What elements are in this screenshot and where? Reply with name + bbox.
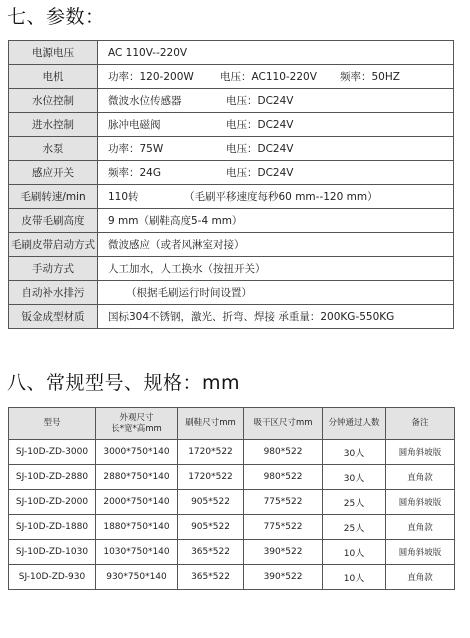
section-title-parameters: 七、参数： xyxy=(7,6,105,28)
note-cell: 圆角斜坡版 xyxy=(386,540,455,565)
brush-size-cell: 1720*522 xyxy=(178,465,244,490)
section-title-models: 八、常规型号、规格：mm xyxy=(7,372,241,394)
param-value xyxy=(98,281,454,305)
brush-size-cell: 905*522 xyxy=(178,515,244,540)
param-value-part: 电压：DC24V xyxy=(226,95,294,107)
outer-size-cell: 1030*750*140 xyxy=(96,540,178,565)
param-row xyxy=(9,41,454,65)
param-label: 自动补水排污 xyxy=(9,281,98,305)
param-value xyxy=(98,65,454,89)
param-row xyxy=(9,185,454,209)
param-label: 皮带毛刷高度 xyxy=(9,209,98,233)
throughput-cell: 30人 xyxy=(323,440,386,465)
outer-size-cell: 1880*750*140 xyxy=(96,515,178,540)
param-value xyxy=(98,185,454,209)
param-value-part: 频率：50HZ xyxy=(340,71,400,83)
param-row xyxy=(9,281,454,305)
param-value-part: 功率：120-200W xyxy=(108,71,194,83)
brush-size-cell: 1720*522 xyxy=(178,440,244,465)
param-row xyxy=(9,305,454,329)
param-value xyxy=(98,137,454,161)
header-throughput: 分钟通过人数 xyxy=(323,408,386,440)
model-row xyxy=(9,540,455,565)
dry-zone-size-cell: 775*522 xyxy=(244,490,323,515)
outer-size-cell: 930*750*140 xyxy=(96,565,178,590)
dry-zone-size-cell: 390*522 xyxy=(244,540,323,565)
models-table xyxy=(8,407,455,590)
throughput-cell: 10人 xyxy=(323,540,386,565)
dry-zone-size-cell: 390*522 xyxy=(244,565,323,590)
note-cell: 直角款 xyxy=(386,515,455,540)
brush-size-cell: 365*522 xyxy=(178,565,244,590)
param-value xyxy=(98,305,454,329)
model-name-cell: SJ-10D-ZD-2000 xyxy=(9,490,96,515)
model-row xyxy=(9,490,455,515)
param-label: 毛刷转速/min xyxy=(9,185,98,209)
model-name-cell: SJ-10D-ZD-1880 xyxy=(9,515,96,540)
note-cell: 圆角斜坡版 xyxy=(386,490,455,515)
brush-size-cell: 905*522 xyxy=(178,490,244,515)
param-label: 手动方式 xyxy=(9,257,98,281)
param-row xyxy=(9,89,454,113)
param-row xyxy=(9,233,454,257)
outer-size-cell: 2880*750*140 xyxy=(96,465,178,490)
note-cell: 圆角斜坡版 xyxy=(386,440,455,465)
param-row xyxy=(9,137,454,161)
param-label: 电源电压 xyxy=(9,41,98,65)
param-label: 电机 xyxy=(9,65,98,89)
param-value-part: （根据毛刷运行时间设置） xyxy=(126,287,252,299)
model-row xyxy=(9,465,455,490)
model-name-cell: SJ-10D-ZD-3000 xyxy=(9,440,96,465)
param-label: 感应开关 xyxy=(9,161,98,185)
param-value-part: 国标304不锈钢，激光、折弯、焊接 承重量：200KG-550KG xyxy=(108,311,395,323)
model-name-cell: SJ-10D-ZD-1030 xyxy=(9,540,96,565)
model-name-cell: SJ-10D-ZD-930 xyxy=(9,565,96,590)
throughput-cell: 25人 xyxy=(323,515,386,540)
param-row xyxy=(9,257,454,281)
model-row xyxy=(9,515,455,540)
param-label: 水位控制 xyxy=(9,89,98,113)
param-value-part: 电压：AC110-220V xyxy=(220,71,317,83)
param-value-part: 电压：DC24V xyxy=(226,143,294,155)
param-value-part: （毛刷平移速度每秒60 mm--120 mm） xyxy=(184,191,378,203)
param-row xyxy=(9,65,454,89)
param-label: 水泵 xyxy=(9,137,98,161)
outer-size-cell: 3000*750*140 xyxy=(96,440,178,465)
parameters-table xyxy=(8,40,454,329)
throughput-cell: 25人 xyxy=(323,490,386,515)
param-value-part: 9 mm（刷鞋高度5-4 mm） xyxy=(108,215,243,227)
note-cell: 直角款 xyxy=(386,565,455,590)
param-value xyxy=(98,161,454,185)
param-label: 毛刷皮带启动方式 xyxy=(9,233,98,257)
param-label: 钣金成型材质 xyxy=(9,305,98,329)
param-value-part: 人工加水，人工换水（按扭开关） xyxy=(108,263,266,275)
header-brush-size: 刷鞋尺寸mm xyxy=(178,408,244,440)
model-name-cell: SJ-10D-ZD-2880 xyxy=(9,465,96,490)
param-value xyxy=(98,113,454,137)
dry-zone-size-cell: 980*522 xyxy=(244,465,323,490)
param-value xyxy=(98,41,454,65)
model-row xyxy=(9,440,455,465)
param-value-part: 脉冲电磁阀 xyxy=(108,119,161,131)
param-value-part: 110转 xyxy=(108,191,139,203)
models-header-row xyxy=(9,408,455,440)
param-row xyxy=(9,209,454,233)
throughput-cell: 30人 xyxy=(323,465,386,490)
param-value xyxy=(98,209,454,233)
header-dry-zone-size: 吸干区尺寸mm xyxy=(244,408,323,440)
outer-size-cell: 2000*750*140 xyxy=(96,490,178,515)
param-value-part: 功率：75W xyxy=(108,143,164,155)
header-model: 型号 xyxy=(9,408,96,440)
model-row xyxy=(9,565,455,590)
dry-zone-size-cell: 980*522 xyxy=(244,440,323,465)
param-label: 进水控制 xyxy=(9,113,98,137)
param-value xyxy=(98,89,454,113)
dry-zone-size-cell: 775*522 xyxy=(244,515,323,540)
header-note: 备注 xyxy=(386,408,455,440)
brush-size-cell: 365*522 xyxy=(178,540,244,565)
param-value-part: 微波水位传感器 xyxy=(108,95,182,107)
param-value-part: 电压：DC24V xyxy=(226,119,294,131)
throughput-cell: 10人 xyxy=(323,565,386,590)
param-value xyxy=(98,233,454,257)
param-row xyxy=(9,113,454,137)
note-cell: 直角款 xyxy=(386,465,455,490)
param-value-part: AC 110V--220V xyxy=(108,46,188,59)
param-value-part: 电压：DC24V xyxy=(226,167,294,179)
param-value-part: 微波感应（或者风淋室对接） xyxy=(108,239,245,251)
param-value xyxy=(98,257,454,281)
param-row xyxy=(9,161,454,185)
param-value-part: 频率：24G xyxy=(108,167,161,179)
header-outer-size: 外观尺寸 长*宽*高mm xyxy=(96,408,178,440)
